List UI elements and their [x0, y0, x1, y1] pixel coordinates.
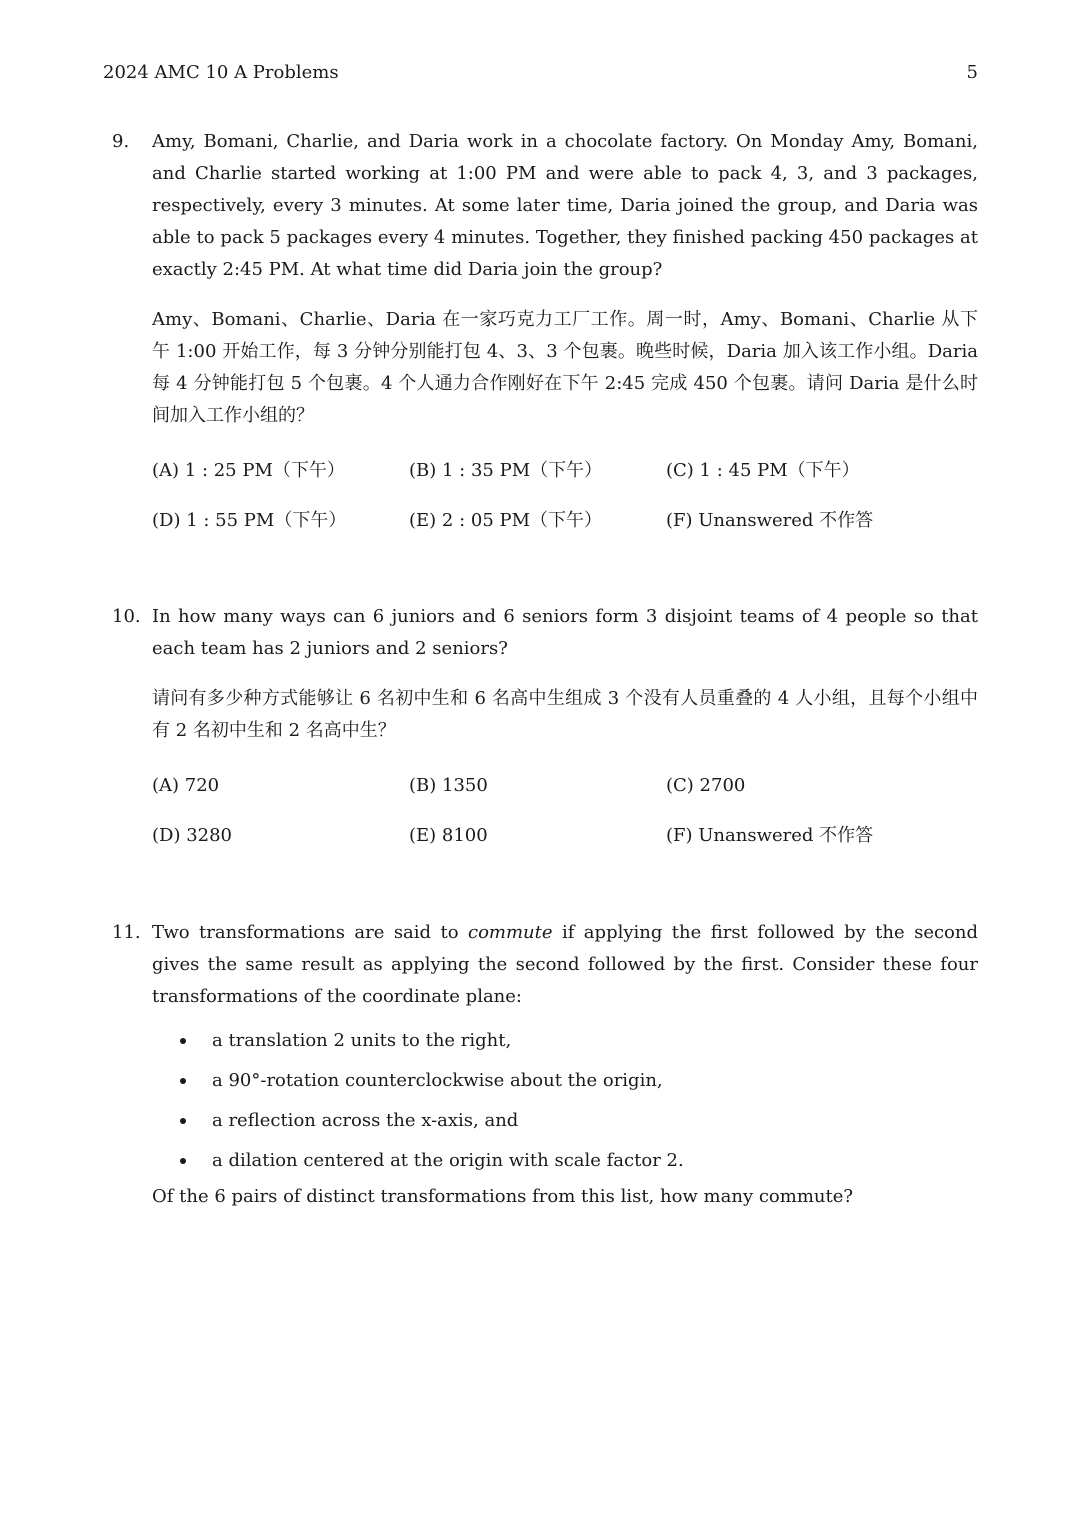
list-item-text: a dilation centered at the origin with scale factor 2. [212, 1150, 684, 1171]
list-item [152, 1021, 978, 1061]
choice-f: (F) Unanswered 不作答 [666, 510, 874, 531]
list-item-text: a translation 2 units to the right, [212, 1030, 512, 1051]
problem-number: 9. [112, 131, 130, 152]
list-item-text: a reflection across the x-axis, and [212, 1110, 519, 1131]
bullet-icon [180, 1118, 186, 1124]
choice-e: (E) 2 : 05 PM（下午） [409, 510, 603, 531]
problem-9 [112, 126, 978, 558]
list-item [152, 1101, 978, 1141]
choice-d: (D) 3280 [152, 825, 233, 846]
problem-text-en: Amy, Bomani, Charlie, and Daria work in a chocolate factory. On Monday Amy, Bomani, and Charlie started working at 1:00 PM and were able to pack 4, 3, and 3 packages, respectively, every 3 minutes. At some later time, Daria joined the group, and Daria was able to pack 5 packages every 4 minutes. Together, they finished packing 450 packages at exactly 2:45 PM. At what time did Daria join the group? [152, 131, 978, 280]
problem-text-en: In how many ways can 6 juniors and 6 seniors form 3 disjoint teams of 4 people so that each team has 2 juniors and 2 seniors? [152, 606, 978, 659]
bullet-icon [180, 1158, 186, 1164]
problem-text-zh: Amy、Bomani、Charlie、Daria 在一家巧克力工厂工作。周一时，Amy、Bomani、Charlie 从下午 1:00 开始工作，每 3 分钟分别能打包 4、3、3 个包裹。晚些时候，Daria 加入该工作小组。Daria 每 4 分钟能打包 5 个包裹。4 个人通力合作刚好在下午 2:45 完成 450 个包裹。请问 Daria 是什么时间加入工作小组的？ [152, 309, 978, 426]
text-before: Two transformations are said to [152, 922, 468, 943]
problem-question: Of the 6 pairs of distinct transformations from this list, how many commute? [152, 1186, 854, 1207]
bullet-icon [180, 1078, 186, 1084]
choice-a: (A) 1 : 25 PM（下午） [152, 460, 345, 481]
answer-choices [152, 458, 978, 558]
page-header [103, 60, 978, 86]
answer-choices [152, 773, 978, 873]
choice-b: (B) 1350 [409, 775, 488, 796]
list-item [152, 1061, 978, 1101]
term-commute: commute [468, 922, 553, 943]
choice-c: (C) 2700 [666, 775, 746, 796]
problem-text-zh: 请问有多少种方式能够让 6 名初中生和 6 名高中生组成 3 个没有人员重叠的 4 人小组，且每个小组中有 2 名初中生和 2 名高中生？ [152, 688, 978, 741]
problem-text-en [152, 917, 978, 1013]
choice-f: (F) Unanswered 不作答 [666, 825, 874, 846]
text-after: if applying the first followed by the second gives the same result as applying the second followed by the first. Consider these four transformations of the coordinate plane: [152, 922, 979, 1007]
bullet-icon [180, 1038, 186, 1044]
problem-number: 11. [112, 922, 141, 943]
choice-b: (B) 1 : 35 PM（下午） [409, 460, 603, 481]
problem-10 [112, 601, 978, 873]
choice-c: (C) 1 : 45 PM（下午） [666, 460, 860, 481]
list-item-text: a 90°-rotation counterclockwise about the origin, [212, 1070, 663, 1091]
choice-a: (A) 720 [152, 775, 220, 796]
problem-number: 10. [112, 606, 141, 627]
page-number: 5 [966, 62, 978, 83]
transformation-list [152, 1021, 978, 1181]
problem-11 [112, 917, 978, 1231]
list-item [152, 1141, 978, 1181]
choice-d: (D) 1 : 55 PM（下午） [152, 510, 347, 531]
document-title: 2024 AMC 10 A Problems [103, 62, 339, 83]
choice-e: (E) 8100 [409, 825, 488, 846]
